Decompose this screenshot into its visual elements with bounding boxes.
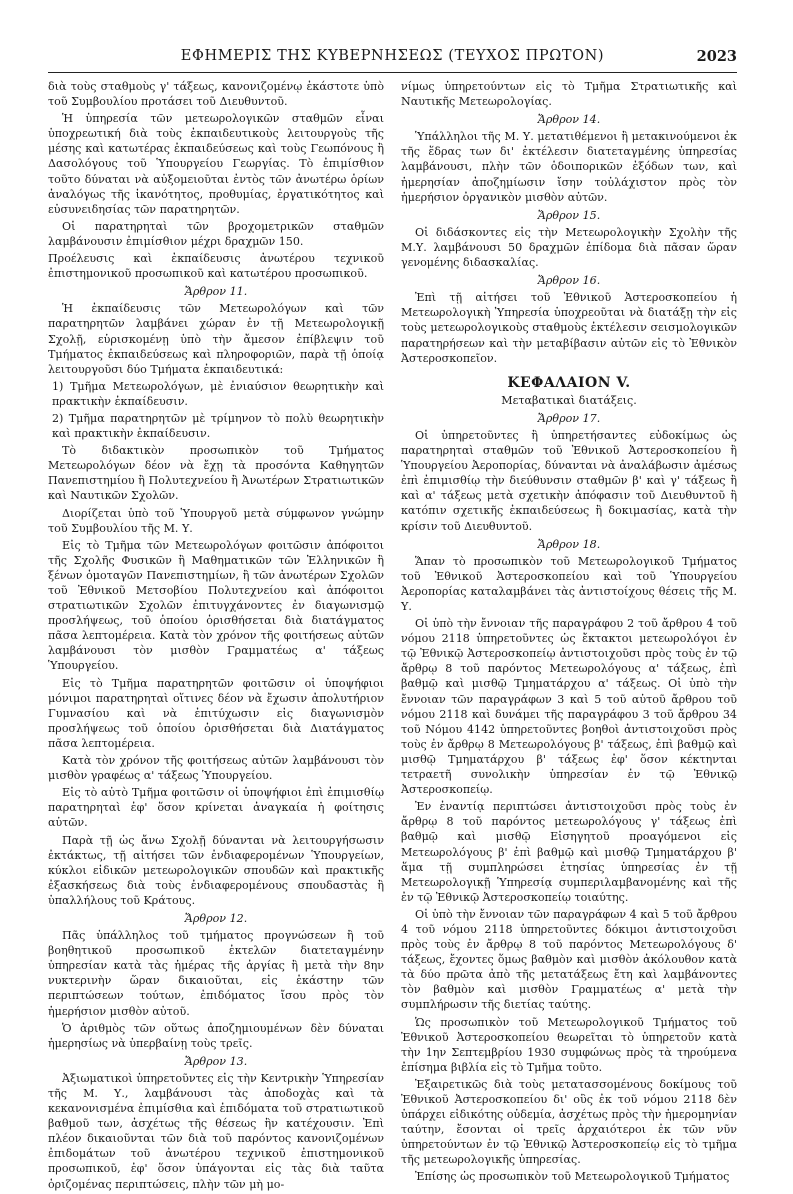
- article-heading: Ἄρθρον 14.: [537, 113, 601, 127]
- left-column: [48, 79, 384, 1194]
- paragraph: Ἡ ἐκπαίδευσις τῶν Μετεωρολόγων καὶ τῶν παρατηρητῶν λαμβάνει χώραν ἐν τῇ Μετεωρολογικῇ Σχολῇ, εὑρισκομένῃ ὑπὸ τὴν ἄμεσον ἐπίβλεψιν τοῦ Τμήματος ἐκπαιδεύσεως καὶ πληροφοριῶν, παρὰ τῇ ὁποίᾳ λειτουργοῦσι δύο Τμήματα ἐκπαιδευτικά:: [48, 302, 384, 376]
- paragraph: Ἐπὶ τῇ αἰτήσει τοῦ Ἐθνικοῦ Ἀστεροσκοπείου ἡ Μετεωρολογικὴ Ὑπηρεσία ὑποχρεοῦται νὰ διατάξῃ τὴν εἰς τοὺς μετεωρολογικοὺς σταθμοὺς ἐκτέλεσιν σεισμολογικῶν παρατηρήσεων καὶ τὴν μεταβίβασιν αὐτῶν εἰς τὸ Ἐθνικὸν Ἀστεροσκοπεῖον.: [401, 291, 737, 365]
- paragraph: Ὡς προσωπικὸν τοῦ Μετεωρολογικοῦ Τμήματος τοῦ Ἐθνικοῦ Ἀστεροσκοπείου θεωρεῖται τὸ ὑπηρετοῦν κατὰ τὴν 1ην Σεπτεμβρίου 1930 συμφώνως πρὸς τὰ τηρούμενα ἐπίσημα βιβλία εἰς τὸ Τμῆμα τοῦτο.: [401, 1015, 737, 1074]
- paragraph: Οἱ ὑπηρετοῦντες ἢ ὑπηρετήσαντες εὐδοκίμως ὡς παρατηρηταὶ σταθμῶν τοῦ Ἐθνικοῦ Ἀστεροσκοπείου ἢ Ὑπουργείου Ἀεροπορίας, δύνανται νὰ ἀναλάβωσιν ἀμέσως ἐπὶ ἐπιμισθίῳ τὴν διεύθυνσιν σταθμῶν β' καὶ γ' τάξεως ἢ καὶ α' τάξεως μετὰ σχετικὴν ἀπόφασιν τοῦ Διευθυντοῦ ἢ κατόπιν σχετικῆς ἐκπαιδεύσεως ἢ δοκιμασίας, κατὰ τὴν κρίσιν τοῦ Διευθυντοῦ.: [401, 428, 737, 533]
- list-item: 1) Τμῆμα Μετεωρολόγων, μὲ ἐνιαύσιον θεωρητικὴν καὶ πρακτικὴν ἐκπαίδευσιν.: [52, 379, 384, 408]
- section-heading: Προέλευσις καὶ ἐκπαίδευσις ἀνωτέρου τεχνικοῦ ἐπιστημονικοῦ προσωπικοῦ καὶ κατωτέρου προσωπικοῦ.: [48, 252, 384, 281]
- page-number: 2023: [696, 48, 737, 65]
- paragraph: Παρὰ τῇ ὡς ἄνω Σχολῇ δύνανται νὰ λειτουργήσωσιν ἐκτάκτως, τῇ αἰτήσει τῶν ἐνδιαφερομένων Ὑπουργείων, κύκλοι εἰδικῶν μετεωρολογικῶν σπουδῶν καὶ πρακτικῆς ἐξασκήσεως διὰ τοὺς ἐνδιαφερομένους σπουδαστὰς ἢ ὑπαλλήλους τοῦ Κράτους.: [48, 833, 384, 907]
- paragraph: Πᾶς ὑπάλληλος τοῦ τμήματος προγνώσεων ἢ τοῦ βοηθητικοῦ προσωπικοῦ ἐκτελῶν διατεταγμένην ὑπηρεσίαν κατὰ τὰς ἡμέρας τῆς ἀργίας ἢ μετὰ τὴν 8ην νυκτερινὴν ὥραν δικαιοῦται, εἰς ἑκάστην τῶν περιπτώσεων τούτων, ἐπιδόματος ἴσου πρὸς τὸν ἡμερήσιον μισθὸν αὐτοῦ.: [48, 929, 384, 1018]
- paragraph: Ἡ ὑπηρεσία τῶν μετεωρολογικῶν σταθμῶν εἶναι ὑποχρεωτική διὰ τοὺς ἐκπαιδευτικοὺς λειτουργοὺς τῆς μέσης καὶ κατωτέρας ἐκπαιδεύσεως καὶ τοὺς Γεωπόνους ἢ Δασολόγους τοῦ Ὑπουργείου Γεωργίας. Τὸ ἐπιμίσθιον τοῦτο δύναται νὰ αὐξομειοῦται ἐντὸς τῶν ἀνωτέρω ὁρίων ἀναλόγως τῆς ἱκανότητος, προθυμίας, ἐργατικότητος καὶ εὐσυνειδησίας τῶν παρατηρητῶν.: [48, 112, 384, 216]
- chapter-subtitle: Μεταβατικαὶ διατάξεις.: [501, 393, 637, 407]
- paragraph: Οἱ ὑπὸ τὴν ἔννοιαν τῶν παραγράφων 4 καὶ 5 τοῦ ἄρθρου 4 τοῦ νόμου 2118 ὑπηρετοῦντες δόκιμοι ἀντιστοιχοῦσι πρὸς τοὺς ἐν ἄρθρῳ 8 τοῦ παρόντος Μετεωρολόγους δ' τάξεως, ἔχοντες ὅμως βαθμὸν καὶ μισθὸν ἀκόλουθον κατὰ τὰ δύο πρῶτα ἀπὸ τῆς μετατάξεως ἔτη καὶ λαμβάνοντες τὸν βαθμὸν καὶ μισθὸν Γραμματέως α' μετὰ τὴν συμπλήρωσιν τῆς διετίας ταύτης.: [401, 907, 737, 1012]
- article-heading: Ἄρθρον 12.: [184, 911, 248, 925]
- paragraph: Κατὰ τὸν χρόνον τῆς φοιτήσεως αὐτῶν λαμβάνουσι τὸν μισθὸν γραφέως α' τάξεως Ὑπουργείου.: [48, 754, 384, 783]
- paragraph: νίμως ὑπηρετούντων εἰς τὸ Τμῆμα Στρατιωτικῆς καὶ Ναυτικῆς Μετεωρολογίας.: [401, 80, 737, 109]
- gazette-title: ΕΦΗΜΕΡΙΣ ΤΗΣ ΚΥΒΕΡΝΗΣΕΩΣ (ΤΕΥΧΟΣ ΠΡΩΤΟΝ): [180, 48, 605, 64]
- chapter-heading: ΚΕΦΑΛΑΙΟΝ V.: [507, 374, 631, 391]
- paragraph: Ἐν ἐναντίᾳ περιπτώσει ἀντιστοιχοῦσι πρὸς τοὺς ἐν ἄρθρῳ 8 τοῦ παρόντος μετεωρολόγους γ' τάξεως ἐπὶ βαθμῷ καὶ μισθῷ Εἰσηγητοῦ προαγόμενοι εἰς Μετεωρολόγους β' ἐπὶ βαθμῷ καὶ μισθῷ Τμηματάρχου β' ἅμα τῇ συμπληρώσει ἐτησίας ὑπηρεσίας ἐν τῇ Μετεωρολογικῇ Ὑπηρεσίᾳ συμπεριλαμβανομένης καὶ τῆς ἐν τῷ Ἐθνικῷ Ἀστεροσκοπείῳ τοιαύτης.: [401, 800, 737, 904]
- paragraph: Εἰς τὸ Τμῆμα παρατηρητῶν φοιτῶσιν οἱ ὑποψήφιοι μόνιμοι παρατηρηταὶ οἵτινες δέον νὰ ἔχωσιν ἀπολυτήριον Γυμνασίου καὶ νὰ ἐπιτύχωσιν εἰς διαγωνισμὸν προσλήψεως τοῦ ὁποίου ὁρισθήσεται διὰ Διατάγματος πᾶσα λεπτομέρεια.: [48, 676, 384, 750]
- paragraph: Ὑπάλληλοι τῆς Μ. Υ. μετατιθέμενοι ἢ μετακινούμενοι ἐκ τῆς ἕδρας των δι' ἐκτέλεσιν διατεταγμένης ὑπηρεσίας λαμβάνουσι, πλὴν τῶν ὁδοιπορικῶν ἐξόδων των, καὶ ἡμερησίαν ἀποζημίωσιν ἴσην τοὐλάχιστον πρὸς τὸν ἡμερήσιον ὀργανικὸν μισθὸν αὐτῶν.: [401, 130, 737, 204]
- article-heading: Ἄρθρον 16.: [537, 274, 601, 288]
- paragraph: Ἅπαν τὸ προσωπικὸν τοῦ Μετεωρολογικοῦ Τμήματος τοῦ Ἐθνικοῦ Ἀστεροσκοπείου καὶ τοῦ Ὑπουργείου Ἀεροπορίας καταλαμβάνει τὰς ἀντιστοίχους θέσεις τῆς Μ. Υ.: [401, 554, 737, 613]
- paragraph: Εἰς τὸ Τμῆμα τῶν Μετεωρολόγων φοιτῶσιν ἀπόφοιτοι τῆς Σχολῆς Φυσικῶν ἢ Μαθηματικῶν τῶν Ἑλληνικῶν ἢ ξένων ὁμοταγῶν Πανεπιστημίων, ἢ τῶν ἀνωτέρων Σχολῶν τοῦ Ἐθνικοῦ Μετσοβίου Πολυτεχνείου καὶ ἀπόφοιτοι στρατιωτικῶν Σχολῶν ἐπιτυγχάνοντες ἐν διαγωνισμῷ προσλήψεως, τοῦ ὁποίου ὁρισθήσεται διὰ διατάγματος πᾶσα λεπτομέρεια. Κατὰ τὸν χρόνον τῆς φοιτήσεως αὐτῶν λαμβάνουσι τὸν μισθὸν Γραμματέως α' τάξεως Ὑπουργείου.: [48, 538, 384, 673]
- right-column: [401, 79, 737, 1194]
- text-columns: [48, 79, 737, 1194]
- paragraph: Ἀξιωματικοὶ ὑπηρετοῦντες εἰς τὴν Κεντρικὴν Ὑπηρεσίαν τῆς Μ. Υ., λαμβάνουσι τὰς ἀποδοχὰς καὶ τὰ κεκανονισμένα ἐπιμίσθια καὶ ἐπιδόματα τοῦ στρατιωτικοῦ βαθμοῦ των, ἀσχέτως τῆς θέσεως ἣν κατέχουσιν. Ἐπὶ πλέον δικαιοῦνται τῶν διὰ τοῦ παρόντος κανονιζομένων ἐπιδομάτων τοῦ ἀνωτέρου τεχνικοῦ ἐπιστημονικοῦ προσωπικοῦ, ἐφ' ὅσον ὑπάγονται εἰς τὰς διὰ ταῦτα ὁριζομένας περιπτώσεις, πλὴν τῶν μὴ μο-: [48, 1071, 384, 1191]
- paragraph: Τὸ διδακτικὸν προσωπικὸν τοῦ Τμήματος Μετεωρολόγων δέον νὰ ἔχῃ τὰ προσόντα Καθηγητῶν Πανεπιστημίου ἢ Πολυτεχνείου ἢ Ἀνωτέρων Στρατιωτικῶν καὶ Ναυτικῶν Σχολῶν.: [48, 444, 384, 503]
- article-heading: Ἄρθρον 13.: [184, 1054, 248, 1068]
- paragraph: Ἐξαιρετικῶς διὰ τοὺς μετατασσομένους δοκίμους τοῦ Ἐθνικοῦ Ἀστεροσκοπείου δι' οὓς ἐκ τοῦ νόμου 2118 δὲν ὑπάρχει εἰδικότης οὐδεμία, ἀσχέτως πρὸς τὴν ἡμερομηνίαν ταύτην, ἔσονται οἱ τρεῖς ἀρχαιότεροι ἐκ τῶν νῦν ὑπηρετούντων ἐν τῷ Ἐθνικῷ Ἀστεροσκοπείῳ εἰς τὸ τμῆμα τῆς μετεωρολογικῆς ὑπηρεσίας.: [401, 1077, 737, 1167]
- article-heading: Ἄρθρον 17.: [537, 411, 601, 425]
- list-item: 2) Τμῆμα παρατηρητῶν μὲ τρίμηνον τὸ πολὺ θεωρητικὴν καὶ πρακτικὴν ἐκπαίδευσιν.: [52, 411, 384, 441]
- paragraph: Οἱ ὑπὸ τὴν ἔννοιαν τῆς παραγράφου 2 τοῦ ἄρθρου 4 τοῦ νόμου 2118 ὑπηρετοῦντες ὡς ἔκτακτοι μετεωρολόγοι ἐν τῷ Ἐθνικῷ Ἀστεροσκοπείῳ ἀντιστοιχοῦσι πρὸς τοὺς ἐν τῷ ἄρθρῳ 8 τοῦ παρόντος Μετεωρολόγους α' τάξεως, ἐπὶ βαθμῷ καὶ μισθῷ Τμηματάρχου α' τάξεως. Οἱ ὑπὸ τὴν ἔννοιαν τῶν παραγράφων 3 καὶ 5 τοῦ αὐτοῦ ἄρθρου τοῦ νόμου 2118 καὶ δυνάμει τῆς παραγράφου 3 τοῦ ἄρθρου 34 τοῦ Νόμου 4142 ὑπηρετοῦντες βοηθοὶ ἀντιστοιχοῦσι πρὸς τοὺς ἐν ἄρθρῳ 8 Μετεωρολόγους β' τάξεως, ἐπὶ βαθμῷ καὶ μισθῷ Τμηματάρχου β' τάξεως ἐφ' ὅσον κέκτηνται τετραετῆ συνολικὴν ὑπηρεσίαν ἐν τῷ Ἐθνικῷ Ἀστεροσκοπείῳ.: [401, 617, 737, 797]
- paragraph: Εἰς τὸ αὐτὸ Τμῆμα φοιτῶσιν οἱ ὑποψήφιοι ἐπὶ ἐπιμισθίῳ παρατηρηταὶ ἐφ' ὅσον κρίνεται ἀναγκαία ἡ φοίτησις αὐτῶν.: [48, 786, 384, 830]
- article-heading: Ἄρθρον 11.: [184, 285, 248, 299]
- article-heading: Ἄρθρον 18.: [537, 537, 601, 551]
- paragraph: Οἱ παρατηρηταὶ τῶν βροχομετρικῶν σταθμῶν λαμβάνουσιν ἐπιμίσθιον μέχρι δραχμῶν 150.: [48, 219, 384, 248]
- paragraph: Ἐπίσης ὡς προσωπικὸν τοῦ Μετεωρολογικοῦ Τμήματος: [415, 1170, 730, 1184]
- page-header: [48, 46, 737, 73]
- paragraph: Οἱ διδάσκοντες εἰς τὴν Μετεωρολογικὴν Σχολὴν τῆς Μ.Υ. λαμβάνουσι 50 δραχμῶν ἐπίδομα διὰ πᾶσαν ὥραν γενομένης διδασκαλίας.: [401, 225, 737, 270]
- paragraph: διὰ τοὺς σταθμοὺς γ' τάξεως, κανονιζομένῳ ἑκάστοτε ὑπὸ τοῦ Συμβουλίου προτάσει τοῦ Διευθυντοῦ.: [48, 80, 384, 109]
- paragraph: Ὁ ἀριθμὸς τῶν οὕτως ἀποζημιουμένων δὲν δύναται ἡμερησίως νὰ ὑπερβαίνῃ τοὺς τρεῖς.: [48, 1021, 384, 1050]
- article-heading: Ἄρθρον 15.: [537, 208, 601, 222]
- paragraph: Διορίζεται ὑπὸ τοῦ Ὑπουργοῦ μετὰ σύμφωνον γνώμην τοῦ Συμβουλίου τῆς Μ. Υ.: [48, 506, 384, 535]
